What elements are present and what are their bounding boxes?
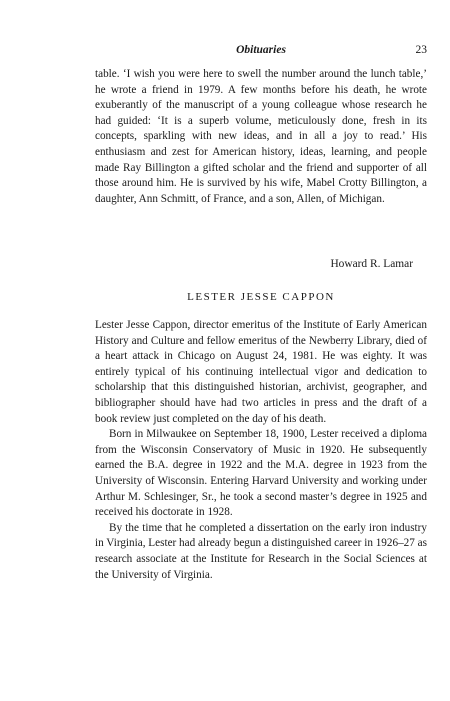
body-paragraph: Born in Milwaukee on September 18, 1900, Lester received a diploma from the Wisconsin Conservatory of Music in 1920. He subsequently earned the B.A. degree in 1922 and the M.A. degree in 1923 from the University of Wisconsin. Entering Harvard University and working under Arthur M. Schlesinger, Sr., he took a second master’s degree in 1925 and received his doctorate in 1928. — [95, 428, 427, 519]
running-header — [95, 44, 427, 60]
obituary-heading: LESTER JESSE CAPPON — [187, 291, 335, 303]
body-paragraph: By the time that he completed a dissertation on the early iron industry in Virginia, Lester had already begun a distinguished career in 1926–27 as research associate at the Institute for Research in the Social Sciences at the University of Virginia. — [95, 521, 427, 581]
author-signature: Howard R. Lamar — [330, 258, 413, 270]
continued-paragraph-block — [95, 67, 427, 207]
body-paragraph: Lester Jesse Cappon, director emeritus of the Institute of Early American History and Culture and fellow emeritus of the Newberry Library, died of a heart attack in Chicago on August 24, 1981. He was eighty. It was entirely typical of his continuing intellectual vigor and dedication to scholarship that this distinguished historian, archivist, geographer, and bibliographer should have had two articles in press and the draft of a book review just completed on the day of his death. — [95, 319, 427, 425]
continued-paragraph: table. ‘I wish you were here to swell the number around the lunch table,’ he wrote a friend in 1979. A few months before his death, he wrote exuberantly of the manuscript of a young colleague whose research he had guided: ‘It is a superb volume, meticulously done, fresh in its concepts, sparkling with new ideas, and in all a joy to read.’ His enthusiasm and zest for American history, ideas, learning, and people made Ray Billington a gifted scholar and the friend and supporter of all those around him. He is survived by his wife, Mabel Crotty Billington, a daughter, Ann Schmitt, of France, and a son, Allen, of Michigan. — [95, 68, 427, 205]
section-title: Obituaries — [236, 44, 286, 56]
obituary-body — [95, 318, 427, 583]
page-number: 23 — [415, 44, 427, 56]
